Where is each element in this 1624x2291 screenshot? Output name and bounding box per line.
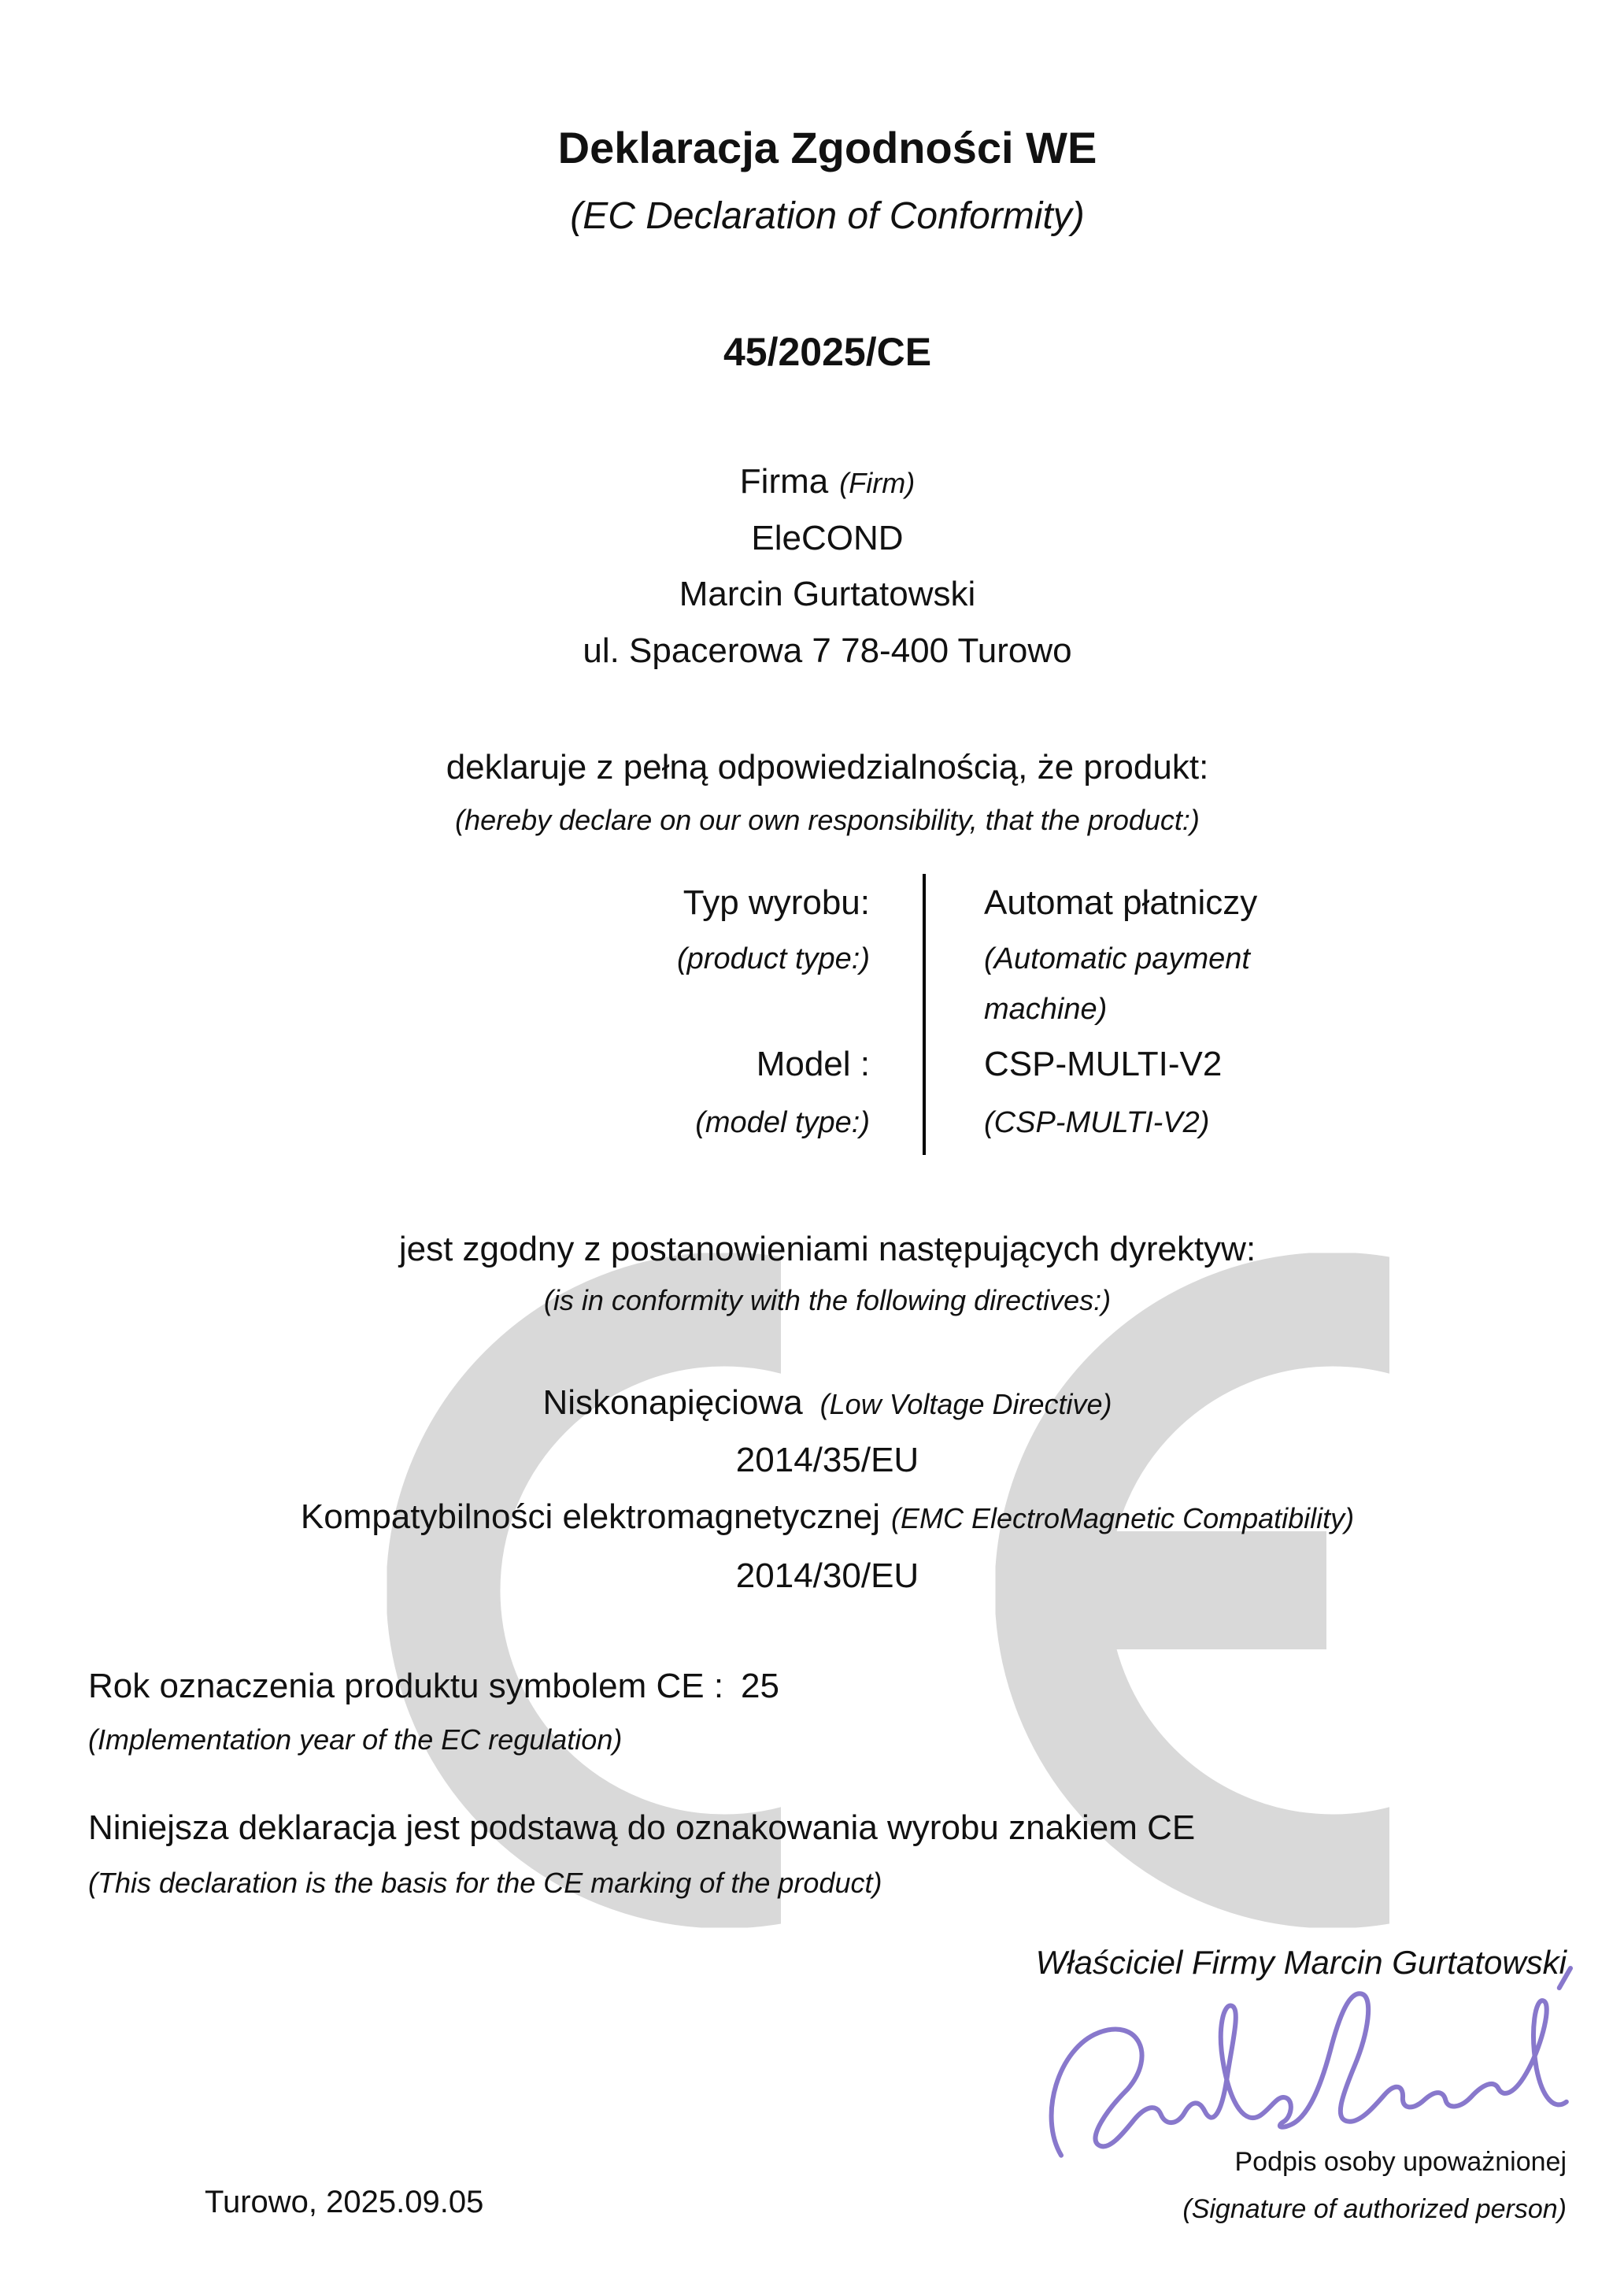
directive-2-name-pl: Kompatybilności elektromagnetycznej — [300, 1497, 880, 1536]
product-type-value-en-2: machine) — [984, 993, 1108, 1026]
ce-year-label-pl: Rok oznaczenia produktu symbolem CE : — [88, 1667, 724, 1705]
ce-year-label-en: (Implementation year of the EC regulation) — [88, 1723, 623, 1756]
basis-en: (This declaration is the basis for the CE marking of the product) — [88, 1867, 882, 1899]
directive-2-name-en: (EMC ElectroMagnetic Compatibility) — [890, 1502, 1355, 1534]
declaration-pl: deklaruje z pełną odpowiedzialnością, że produkt: — [446, 748, 1209, 786]
product-type-label-pl: Typ wyrobu: — [683, 883, 870, 922]
directive-1-code: 2014/35/EU — [735, 1441, 919, 1479]
document-title-en: (EC Declaration of Conformity) — [570, 195, 1085, 237]
directive-1-name-en: (Low Voltage Directive) — [819, 1388, 1112, 1420]
basis-pl: Niniejsza deklaracja jest podstawą do oznakowania wyrobu znakiem CE — [88, 1808, 1196, 1847]
model-value-en: (CSP-MULTI-V2) — [984, 1106, 1210, 1139]
firm-address: ul. Spacerowa 7 78-400 Turowo — [583, 631, 1072, 670]
firm-name: EleCOND — [751, 519, 904, 557]
directive-2-name-line — [88, 1499, 1567, 1535]
document-title-pl: Deklaracja Zgodności WE — [557, 123, 1097, 172]
product-type-value-en-1: (Automatic payment — [984, 942, 1250, 975]
conformity-en: (is in conformity with the following directives:) — [543, 1284, 1112, 1316]
place-date: Turowo, 2025.09.05 — [205, 2185, 484, 2219]
owner-signature-line: Właściciel Firmy Marcin Gurtatowski — [1035, 1944, 1567, 1981]
product-type-value-pl: Automat płatniczy — [984, 883, 1258, 922]
ce-year-value: 25 — [741, 1667, 779, 1705]
signature-caption-pl: Podpis osoby upoważnionej — [1234, 2147, 1567, 2177]
firm-label-pl: Firma — [739, 462, 829, 501]
signature-flourish — [1558, 1968, 1572, 1988]
signature-caption-en: (Signature of authorized person) — [1182, 2194, 1567, 2224]
handwritten-signature — [1032, 1953, 1596, 2204]
directive-1-name-pl: Niskonapięciowa — [542, 1383, 803, 1422]
signature-stroke — [1044, 1980, 1567, 2156]
firm-label-en: (Firm) — [839, 467, 916, 499]
declaration-en: (hereby declare on our own responsibility, that the product:) — [455, 804, 1200, 836]
model-label-pl: Model : — [756, 1045, 870, 1083]
directive-2-code: 2014/30/EU — [735, 1556, 919, 1595]
model-value: CSP-MULTI-V2 — [984, 1045, 1223, 1083]
firm-label-line — [88, 464, 1567, 500]
conformity-pl: jest zgodny z postanowieniami następujących dyrektyw: — [398, 1230, 1256, 1268]
directive-1-name-line — [88, 1385, 1567, 1421]
declaration-number: 45/2025/CE — [723, 330, 932, 374]
product-type-label-en: (product type:) — [677, 942, 870, 975]
table-divider-line — [923, 874, 926, 1155]
firm-owner: Marcin Gurtatowski — [679, 575, 976, 613]
model-label-en: (model type:) — [695, 1106, 870, 1139]
ce-year-line — [88, 1668, 779, 1704]
